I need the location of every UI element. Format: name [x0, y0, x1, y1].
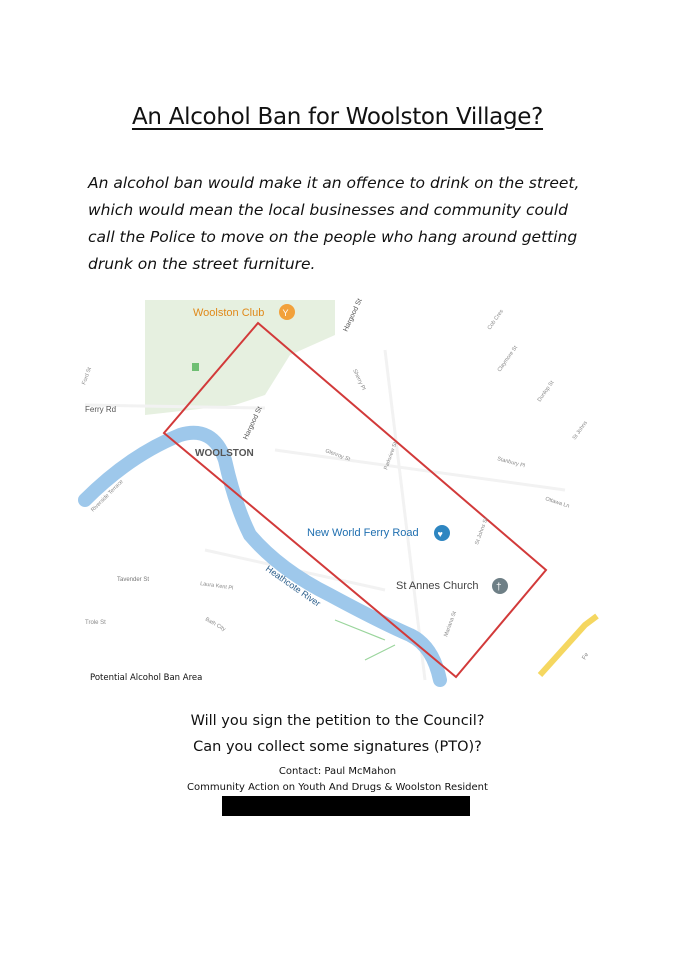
label-cob: Cob Cres: [486, 308, 505, 332]
svg-text:†: †: [496, 582, 502, 593]
page-title: An Alcohol Ban for Woolston Village?: [131, 104, 544, 130]
label-hargood-1: Hargood St: [342, 297, 364, 333]
label-glenroy: Glenroy St: [324, 448, 351, 463]
label-st-annes: St Annes Church: [396, 580, 479, 592]
label-fe: Fe: [581, 651, 591, 661]
svg-text:Y: Y: [282, 308, 289, 318]
label-mariana: Mariana St: [443, 610, 458, 638]
contact-line: Contact: Paul McMahon: [278, 766, 397, 777]
park-marker: [192, 363, 199, 371]
map-canvas: [81, 290, 597, 680]
label-trole: Trole St: [85, 620, 106, 626]
petition-block: [0, 708, 675, 760]
label-tavender: Tavender St: [117, 577, 150, 583]
label-parkview: Parkview St: [383, 441, 399, 471]
petition-line-2: Can you collect some signatures (PTO)?: [193, 739, 482, 755]
label-ottawa: Ottawa Ln: [544, 496, 571, 510]
label-river: Heathcote River: [263, 563, 323, 609]
map[interactable]: [81, 290, 597, 680]
label-new-world: New World Ferry Road: [307, 527, 419, 539]
label-riverside: Riverside Terrace: [90, 478, 125, 514]
label-sherry: Sherry Pl: [351, 368, 367, 392]
label-ferry-rd: Ferry Rd: [85, 405, 117, 414]
label-dunlop: Dunlop St: [536, 379, 556, 404]
highway: [540, 616, 597, 675]
petition-line-1: Will you sign the petition to the Council?: [190, 713, 485, 729]
label-claymore: Claymore St: [496, 344, 519, 374]
label-ford-st: Ford St: [81, 366, 94, 386]
label-bath: Bath City: [204, 616, 227, 633]
intro-paragraph: An alcohol ban would make it an offence to drink on the street, which would mean the local businesses and community could call the Police to move on the people who hang around getting drunk on the street furniture.: [88, 174, 580, 273]
label-woolston-club: Woolston Club: [193, 307, 265, 319]
redacted-block: [222, 796, 470, 816]
label-st-johns-2: St Johns: [571, 420, 589, 442]
organization-line: Community Action on Youth And Drugs & Woolston Resident: [187, 782, 488, 793]
label-woolston: WOOLSTON: [195, 448, 254, 459]
label-hargood-2: Hargood St: [242, 405, 264, 441]
label-st-johns: St Johns St: [474, 517, 490, 546]
svg-text:♥: ♥: [437, 529, 443, 539]
label-laura-kent: Laura Kent Pl: [199, 581, 234, 592]
map-caption: Potential Alcohol Ban Area: [90, 673, 203, 683]
label-stanbury: Stanbury Pl: [496, 456, 526, 470]
